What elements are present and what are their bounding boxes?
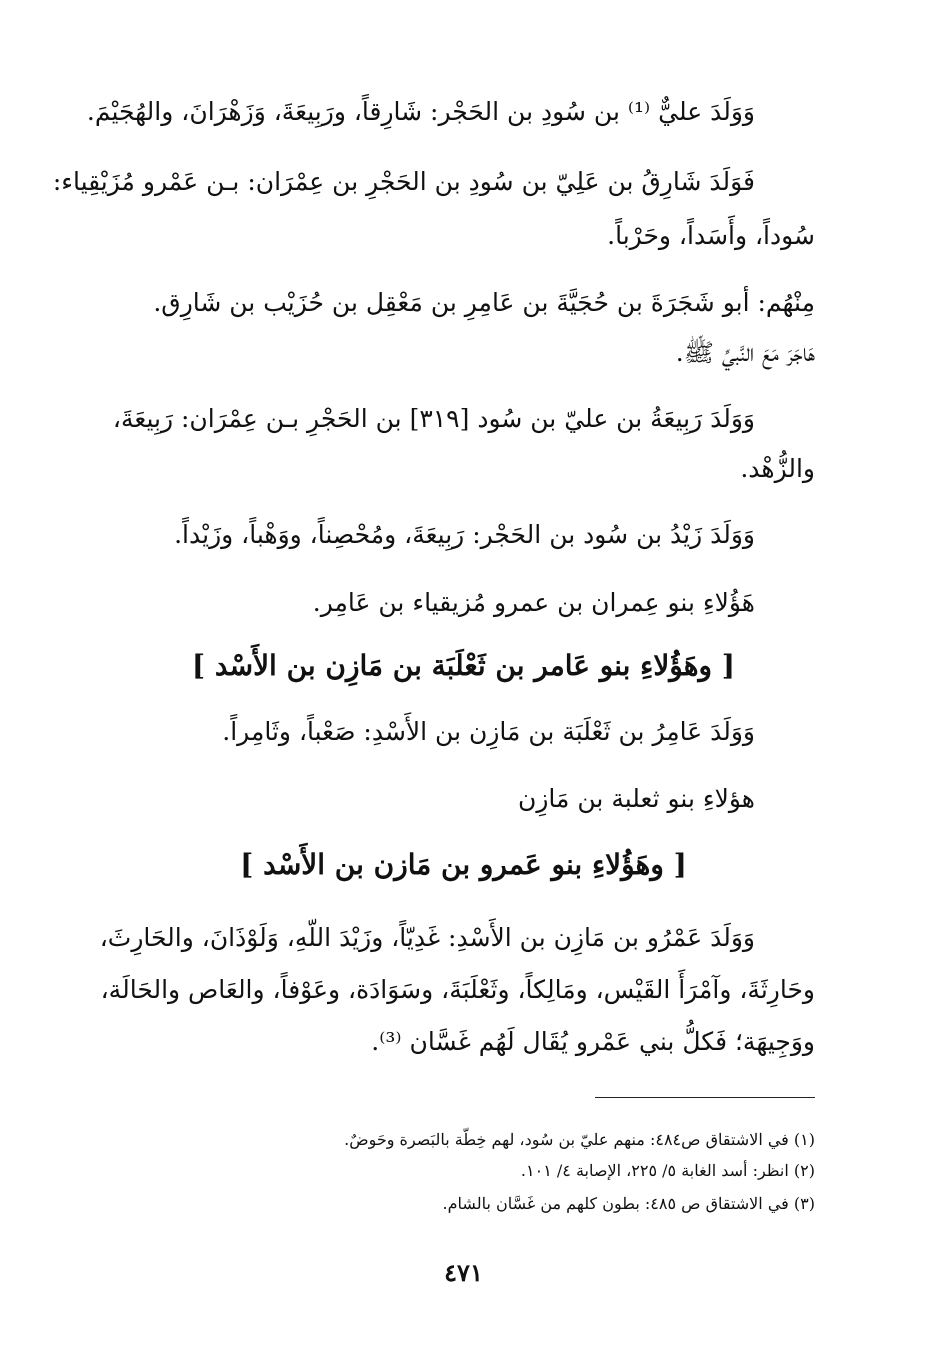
text-line: وَوَلَدَ عَامِرُ بن ثَعْلَبَة بن مَازِن بن الأَسْدِ: صَعْباً، وثَامِراً. [222,717,755,746]
text-line: هَؤُلاءِ بنو عِمران بن عمرو مُزيقياء بن عَامِر. [312,588,755,617]
text-line: هَاجَرَ مَعَ النَّبيِّ ﷺ. [675,338,815,367]
text-line: وَوَلَدَ عَمْرُو بن مَازِن بن الأَسْدِ: غَدِيّاً، وزَيْدَ اللّهِ، وَلَوْذَانَ، والحَارِثَ، [99,923,755,952]
footnote: (٢) انظر: أسد الغابة ٥/ ٢٢٥، الإصابة ٤/ ١٠١. [520,1161,815,1180]
text-line: وَوَلَدَ رَبِيعَةُ بن عليّ بن سُود [٣١٩] بن الحَجْرِ بـن عِمْرَان: رَبِيعَةَ، [112,404,755,433]
page-number: ٤٧١ [444,1258,483,1287]
text-line: سُوداً، وأَسَداً، وحَرْباً. [607,221,815,250]
text-line: والزُّهْد. [740,454,815,483]
text-line: وحَارِثَةَ، وآمْرَأَ القَيْس، ومَالِكاً، وثَعْلَبَةَ، وسَوَادَة، وعَوْفاً، والعَاص والحَالَة، [100,975,815,1004]
footnote-separator [595,1097,815,1098]
footnote: (١) في الاشتقاق ص٤٨٤: منهم عليّ بن سُود، لهم خِطّة بالبَصرة وحَوضٌ. [344,1130,815,1149]
footnote: (٣) في الاشتقاق ص ٤٨٥: بطون كلهم من غَسَّان بالشام. [442,1194,815,1213]
text-line: مِنْهُم: أبو شَجَرَةَ بن حُجَيَّةَ بن عَامِرِ بن مَعْقِل بن حُزَيْب بن شَارِق. [153,288,815,317]
text-line: فَوَلَدَ شَارِقُ بن عَلِيّ بن سُودِ بن الحَجْرِ بن عِمْرَان: بـن عَمْرو مُزَيْقِياء: [52,167,755,196]
text-line: ووَجِيهَة؛ فَكلُّ بني عَمْرو يُقَال لَهُم غَسَّان ⁽³⁾. [371,1027,815,1056]
text-line: وَوَلَدَ زَيْدُ بن سُود بن الحَجْر: رَبِيعَةَ، ومُحْصِناً، ووَهْباً، وزَيْداً. [174,520,755,549]
section-heading: [ وهَؤُلاءِ بنو عَامر بن ثَعْلَبَة بن مَازِن بن الأَسْد ] [191,649,736,682]
section-heading: [ وهَؤُلاءِ بنو عَمرو بن مَازن بن الأَسْد ] [240,848,687,881]
text-line: وَوَلَدَ عليٌّ ⁽¹⁾ بن سُودِ بن الحَجْر: شَارِقاً، ورَبِيعَةَ، وَزَهْرَانَ، والهُجَيْمَ. [86,97,755,126]
text-line: هؤلاءِ بنو ثعلبة بن مَازِن [518,784,755,813]
